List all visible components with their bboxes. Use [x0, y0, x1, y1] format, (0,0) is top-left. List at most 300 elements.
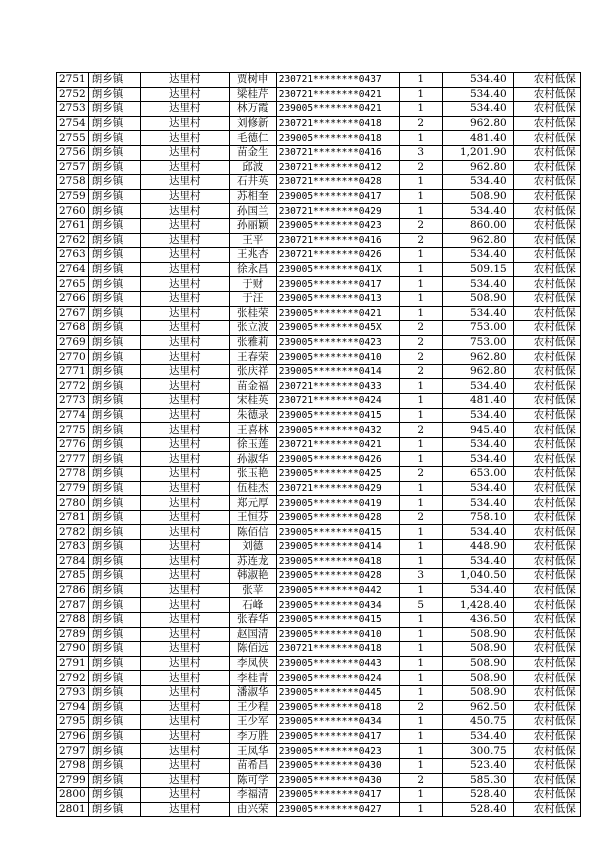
cell-assistance-type: 农村低保: [513, 233, 580, 248]
cell-assistance-type: 农村低保: [513, 116, 580, 131]
cell-assistance-type: 农村低保: [513, 729, 580, 744]
cell-household-count: 3: [399, 569, 442, 584]
cell-amount: 962.80: [442, 364, 513, 379]
cell-amount: 534.40: [442, 379, 513, 394]
cell-household-count: 2: [399, 773, 442, 788]
cell-name: 苗希昌: [229, 758, 276, 773]
cell-assistance-type: 农村低保: [513, 612, 580, 627]
cell-name: 王恒芬: [229, 510, 276, 525]
cell-name: 贾树申: [229, 73, 276, 88]
cell-name: 徐玉莲: [229, 437, 276, 452]
cell-household-count: 1: [399, 87, 442, 102]
cell-town: 朗乡镇: [88, 218, 140, 233]
cell-serial-number: 2793: [57, 685, 89, 700]
cell-name: 陈佰远: [229, 642, 276, 657]
cell-town: 朗乡镇: [88, 437, 140, 452]
cell-serial-number: 2754: [57, 116, 89, 131]
table-row: [57, 306, 581, 321]
cell-village: 达里村: [140, 715, 229, 730]
cell-id-number: 239005********0410: [276, 627, 399, 642]
table-row: [57, 262, 581, 277]
cell-assistance-type: 农村低保: [513, 102, 580, 117]
cell-name: 陈可学: [229, 773, 276, 788]
cell-serial-number: 2775: [57, 423, 89, 438]
cell-serial-number: 2758: [57, 175, 89, 190]
cell-id-number: 239005********0417: [276, 788, 399, 803]
table-row: [57, 218, 581, 233]
cell-household-count: 1: [399, 642, 442, 657]
cell-assistance-type: 农村低保: [513, 802, 580, 817]
cell-village: 达里村: [140, 204, 229, 219]
table-row: [57, 452, 581, 467]
cell-amount: 534.40: [442, 102, 513, 117]
table-body: [57, 73, 581, 817]
cell-amount: 1,428.40: [442, 598, 513, 613]
cell-town: 朗乡镇: [88, 452, 140, 467]
cell-name: 刘德: [229, 540, 276, 555]
cell-assistance-type: 农村低保: [513, 525, 580, 540]
cell-village: 达里村: [140, 350, 229, 365]
table-row: [57, 496, 581, 511]
cell-amount: 860.00: [442, 218, 513, 233]
table-row: [57, 321, 581, 336]
cell-village: 达里村: [140, 700, 229, 715]
cell-household-count: 2: [399, 116, 442, 131]
cell-assistance-type: 农村低保: [513, 321, 580, 336]
cell-id-number: 239005********0425: [276, 467, 399, 482]
cell-name: 于财: [229, 277, 276, 292]
cell-assistance-type: 农村低保: [513, 481, 580, 496]
cell-name: 韩淑艳: [229, 569, 276, 584]
cell-amount: 534.40: [442, 525, 513, 540]
cell-serial-number: 2762: [57, 233, 89, 248]
cell-amount: 534.40: [442, 87, 513, 102]
cell-household-count: 1: [399, 671, 442, 686]
table-row: [57, 350, 581, 365]
cell-serial-number: 2799: [57, 773, 89, 788]
cell-town: 朗乡镇: [88, 612, 140, 627]
cell-id-number: 230721********0418: [276, 642, 399, 657]
cell-household-count: 2: [399, 467, 442, 482]
table-row: [57, 729, 581, 744]
cell-village: 达里村: [140, 335, 229, 350]
cell-amount: 534.40: [442, 554, 513, 569]
cell-id-number: 239005********0418: [276, 700, 399, 715]
cell-town: 朗乡镇: [88, 321, 140, 336]
cell-assistance-type: 农村低保: [513, 627, 580, 642]
cell-amount: 450.75: [442, 715, 513, 730]
cell-assistance-type: 农村低保: [513, 408, 580, 423]
cell-household-count: 1: [399, 452, 442, 467]
cell-assistance-type: 农村低保: [513, 145, 580, 160]
cell-id-number: 230721********0416: [276, 233, 399, 248]
cell-amount: 962.50: [442, 700, 513, 715]
cell-amount: 534.40: [442, 729, 513, 744]
cell-name: 刘修新: [229, 116, 276, 131]
cell-village: 达里村: [140, 802, 229, 817]
cell-town: 朗乡镇: [88, 467, 140, 482]
cell-village: 达里村: [140, 656, 229, 671]
cell-town: 朗乡镇: [88, 189, 140, 204]
cell-assistance-type: 农村低保: [513, 452, 580, 467]
cell-household-count: 1: [399, 175, 442, 190]
cell-household-count: 1: [399, 248, 442, 263]
table-row: [57, 540, 581, 555]
cell-serial-number: 2764: [57, 262, 89, 277]
cell-amount: 534.40: [442, 306, 513, 321]
data-table: [56, 72, 581, 817]
table-row: [57, 758, 581, 773]
cell-amount: 758.10: [442, 510, 513, 525]
cell-serial-number: 2796: [57, 729, 89, 744]
table-row: [57, 715, 581, 730]
cell-village: 达里村: [140, 277, 229, 292]
table-row: [57, 569, 581, 584]
cell-assistance-type: 农村低保: [513, 87, 580, 102]
cell-town: 朗乡镇: [88, 116, 140, 131]
cell-assistance-type: 农村低保: [513, 540, 580, 555]
cell-household-count: 1: [399, 788, 442, 803]
cell-serial-number: 2769: [57, 335, 89, 350]
cell-name: 王兆杏: [229, 248, 276, 263]
cell-assistance-type: 农村低保: [513, 218, 580, 233]
cell-village: 达里村: [140, 321, 229, 336]
cell-town: 朗乡镇: [88, 248, 140, 263]
cell-village: 达里村: [140, 583, 229, 598]
cell-town: 朗乡镇: [88, 729, 140, 744]
cell-town: 朗乡镇: [88, 598, 140, 613]
cell-name: 毛德仁: [229, 131, 276, 146]
cell-household-count: 2: [399, 335, 442, 350]
cell-amount: 436.50: [442, 612, 513, 627]
cell-town: 朗乡镇: [88, 277, 140, 292]
cell-name: 潘淑华: [229, 685, 276, 700]
cell-name: 伍桂杰: [229, 481, 276, 496]
cell-village: 达里村: [140, 627, 229, 642]
cell-town: 朗乡镇: [88, 102, 140, 117]
cell-town: 朗乡镇: [88, 525, 140, 540]
cell-town: 朗乡镇: [88, 540, 140, 555]
cell-town: 朗乡镇: [88, 233, 140, 248]
cell-assistance-type: 农村低保: [513, 291, 580, 306]
cell-village: 达里村: [140, 102, 229, 117]
cell-name: 苗金福: [229, 379, 276, 394]
cell-amount: 300.75: [442, 744, 513, 759]
cell-name: 张立波: [229, 321, 276, 336]
cell-assistance-type: 农村低保: [513, 642, 580, 657]
cell-serial-number: 2778: [57, 467, 89, 482]
cell-id-number: 239005********0415: [276, 525, 399, 540]
cell-village: 达里村: [140, 481, 229, 496]
cell-assistance-type: 农村低保: [513, 175, 580, 190]
cell-town: 朗乡镇: [88, 700, 140, 715]
cell-town: 朗乡镇: [88, 73, 140, 88]
cell-id-number: 239005********0415: [276, 408, 399, 423]
table-row: [57, 612, 581, 627]
cell-household-count: 2: [399, 160, 442, 175]
cell-town: 朗乡镇: [88, 569, 140, 584]
cell-id-number: 239005********0427: [276, 802, 399, 817]
cell-serial-number: 2788: [57, 612, 89, 627]
cell-assistance-type: 农村低保: [513, 744, 580, 759]
cell-amount: 534.40: [442, 204, 513, 219]
cell-amount: 962.80: [442, 233, 513, 248]
cell-town: 朗乡镇: [88, 175, 140, 190]
cell-assistance-type: 农村低保: [513, 671, 580, 686]
table-row: [57, 160, 581, 175]
cell-name: 王春荣: [229, 350, 276, 365]
cell-town: 朗乡镇: [88, 583, 140, 598]
cell-town: 朗乡镇: [88, 481, 140, 496]
cell-household-count: 1: [399, 394, 442, 409]
cell-serial-number: 2781: [57, 510, 89, 525]
cell-serial-number: 2790: [57, 642, 89, 657]
cell-household-count: 1: [399, 131, 442, 146]
cell-amount: 753.00: [442, 321, 513, 336]
cell-village: 达里村: [140, 671, 229, 686]
cell-name: 张苹: [229, 583, 276, 598]
cell-household-count: 3: [399, 145, 442, 160]
cell-name: 王少程: [229, 700, 276, 715]
cell-village: 达里村: [140, 379, 229, 394]
cell-serial-number: 2759: [57, 189, 89, 204]
cell-id-number: 230721********0412: [276, 160, 399, 175]
table-row: [57, 598, 581, 613]
cell-id-number: 239005********0423: [276, 744, 399, 759]
cell-amount: 534.40: [442, 277, 513, 292]
cell-village: 达里村: [140, 87, 229, 102]
cell-village: 达里村: [140, 175, 229, 190]
cell-village: 达里村: [140, 598, 229, 613]
cell-amount: 534.40: [442, 175, 513, 190]
cell-assistance-type: 农村低保: [513, 437, 580, 452]
cell-household-count: 2: [399, 510, 442, 525]
table-row: [57, 204, 581, 219]
cell-name: 孙国兰: [229, 204, 276, 219]
cell-id-number: 239005********0414: [276, 540, 399, 555]
cell-town: 朗乡镇: [88, 554, 140, 569]
table-row: [57, 87, 581, 102]
cell-household-count: 2: [399, 423, 442, 438]
cell-village: 达里村: [140, 437, 229, 452]
table-row: [57, 364, 581, 379]
cell-id-number: 239005********0434: [276, 598, 399, 613]
cell-serial-number: 2763: [57, 248, 89, 263]
cell-serial-number: 2756: [57, 145, 89, 160]
cell-household-count: 1: [399, 540, 442, 555]
cell-name: 陈佰信: [229, 525, 276, 540]
cell-village: 达里村: [140, 248, 229, 263]
cell-id-number: 239005********041X: [276, 262, 399, 277]
cell-serial-number: 2801: [57, 802, 89, 817]
table-row: [57, 335, 581, 350]
cell-name: 张庆祥: [229, 364, 276, 379]
cell-id-number: 230721********0428: [276, 175, 399, 190]
cell-serial-number: 2766: [57, 291, 89, 306]
cell-id-number: 239005********0423: [276, 335, 399, 350]
cell-serial-number: 2787: [57, 598, 89, 613]
cell-id-number: 239005********0426: [276, 452, 399, 467]
cell-town: 朗乡镇: [88, 394, 140, 409]
cell-town: 朗乡镇: [88, 131, 140, 146]
cell-village: 达里村: [140, 131, 229, 146]
table-row: [57, 394, 581, 409]
cell-amount: 528.40: [442, 788, 513, 803]
cell-household-count: 1: [399, 481, 442, 496]
cell-village: 达里村: [140, 262, 229, 277]
cell-amount: 534.40: [442, 408, 513, 423]
cell-assistance-type: 农村低保: [513, 773, 580, 788]
cell-village: 达里村: [140, 788, 229, 803]
cell-assistance-type: 农村低保: [513, 685, 580, 700]
cell-village: 达里村: [140, 73, 229, 88]
cell-serial-number: 2773: [57, 394, 89, 409]
cell-amount: 585.30: [442, 773, 513, 788]
cell-serial-number: 2753: [57, 102, 89, 117]
cell-serial-number: 2782: [57, 525, 89, 540]
cell-assistance-type: 农村低保: [513, 73, 580, 88]
cell-household-count: 1: [399, 612, 442, 627]
cell-town: 朗乡镇: [88, 642, 140, 657]
cell-town: 朗乡镇: [88, 802, 140, 817]
cell-amount: 534.40: [442, 437, 513, 452]
cell-serial-number: 2786: [57, 583, 89, 598]
cell-id-number: 239005********0419: [276, 496, 399, 511]
cell-household-count: 1: [399, 525, 442, 540]
cell-id-number: 239005********0445: [276, 685, 399, 700]
cell-id-number: 239005********0414: [276, 364, 399, 379]
cell-amount: 508.90: [442, 189, 513, 204]
cell-name: 张玉艳: [229, 467, 276, 482]
cell-amount: 509.15: [442, 262, 513, 277]
cell-assistance-type: 农村低保: [513, 306, 580, 321]
cell-serial-number: 2795: [57, 715, 89, 730]
cell-id-number: 239005********0418: [276, 554, 399, 569]
cell-household-count: 1: [399, 277, 442, 292]
cell-id-number: 230721********0433: [276, 379, 399, 394]
cell-serial-number: 2751: [57, 73, 89, 88]
cell-amount: 534.40: [442, 73, 513, 88]
cell-household-count: 1: [399, 204, 442, 219]
cell-id-number: 239005********0417: [276, 729, 399, 744]
cell-village: 达里村: [140, 612, 229, 627]
cell-serial-number: 2761: [57, 218, 89, 233]
cell-serial-number: 2794: [57, 700, 89, 715]
cell-village: 达里村: [140, 540, 229, 555]
cell-name: 邱波: [229, 160, 276, 175]
cell-id-number: 230721********0437: [276, 73, 399, 88]
cell-village: 达里村: [140, 642, 229, 657]
table-row: [57, 656, 581, 671]
cell-name: 徐永昌: [229, 262, 276, 277]
cell-id-number: 230721********0429: [276, 481, 399, 496]
table-row: [57, 744, 581, 759]
cell-amount: 962.80: [442, 350, 513, 365]
cell-amount: 534.40: [442, 481, 513, 496]
cell-id-number: 239005********0415: [276, 612, 399, 627]
cell-name: 石峰: [229, 598, 276, 613]
cell-serial-number: 2767: [57, 306, 89, 321]
cell-assistance-type: 农村低保: [513, 335, 580, 350]
cell-amount: 528.40: [442, 802, 513, 817]
cell-household-count: 1: [399, 408, 442, 423]
cell-village: 达里村: [140, 758, 229, 773]
cell-amount: 534.40: [442, 583, 513, 598]
cell-id-number: 230721********0418: [276, 116, 399, 131]
cell-name: 李万胜: [229, 729, 276, 744]
cell-village: 达里村: [140, 408, 229, 423]
table-row: [57, 467, 581, 482]
table-row: [57, 277, 581, 292]
cell-name: 宋桂英: [229, 394, 276, 409]
cell-name: 苗金生: [229, 145, 276, 160]
cell-assistance-type: 农村低保: [513, 583, 580, 598]
cell-amount: 508.90: [442, 642, 513, 657]
cell-amount: 1,201.90: [442, 145, 513, 160]
cell-amount: 481.40: [442, 394, 513, 409]
cell-town: 朗乡镇: [88, 671, 140, 686]
cell-assistance-type: 农村低保: [513, 160, 580, 175]
cell-assistance-type: 农村低保: [513, 496, 580, 511]
cell-town: 朗乡镇: [88, 715, 140, 730]
cell-household-count: 1: [399, 758, 442, 773]
cell-village: 达里村: [140, 685, 229, 700]
cell-town: 朗乡镇: [88, 788, 140, 803]
cell-assistance-type: 农村低保: [513, 423, 580, 438]
cell-household-count: 1: [399, 744, 442, 759]
cell-id-number: 239005********0428: [276, 569, 399, 584]
cell-name: 李福清: [229, 788, 276, 803]
cell-amount: 523.40: [442, 758, 513, 773]
cell-name: 李凤侠: [229, 656, 276, 671]
cell-id-number: 239005********0434: [276, 715, 399, 730]
cell-assistance-type: 农村低保: [513, 788, 580, 803]
cell-household-count: 1: [399, 656, 442, 671]
table-row: [57, 248, 581, 263]
table-row: [57, 554, 581, 569]
cell-assistance-type: 农村低保: [513, 394, 580, 409]
cell-serial-number: 2771: [57, 364, 89, 379]
cell-household-count: 2: [399, 364, 442, 379]
table-row: [57, 525, 581, 540]
cell-id-number: 239005********0428: [276, 510, 399, 525]
cell-serial-number: 2776: [57, 437, 89, 452]
cell-town: 朗乡镇: [88, 408, 140, 423]
cell-name: 孙丽颖: [229, 218, 276, 233]
table-row: [57, 408, 581, 423]
cell-id-number: 239005********0423: [276, 218, 399, 233]
cell-assistance-type: 农村低保: [513, 569, 580, 584]
cell-name: 王平: [229, 233, 276, 248]
cell-id-number: 230721********0421: [276, 437, 399, 452]
table-row: [57, 102, 581, 117]
cell-assistance-type: 农村低保: [513, 758, 580, 773]
cell-town: 朗乡镇: [88, 87, 140, 102]
cell-amount: 508.90: [442, 627, 513, 642]
cell-town: 朗乡镇: [88, 744, 140, 759]
cell-name: 赵国清: [229, 627, 276, 642]
cell-name: 由兴荣: [229, 802, 276, 817]
table-row: [57, 379, 581, 394]
cell-town: 朗乡镇: [88, 510, 140, 525]
cell-serial-number: 2779: [57, 481, 89, 496]
cell-name: 郑元厚: [229, 496, 276, 511]
cell-serial-number: 2752: [57, 87, 89, 102]
table-row: [57, 583, 581, 598]
cell-serial-number: 2785: [57, 569, 89, 584]
cell-assistance-type: 农村低保: [513, 379, 580, 394]
cell-town: 朗乡镇: [88, 685, 140, 700]
